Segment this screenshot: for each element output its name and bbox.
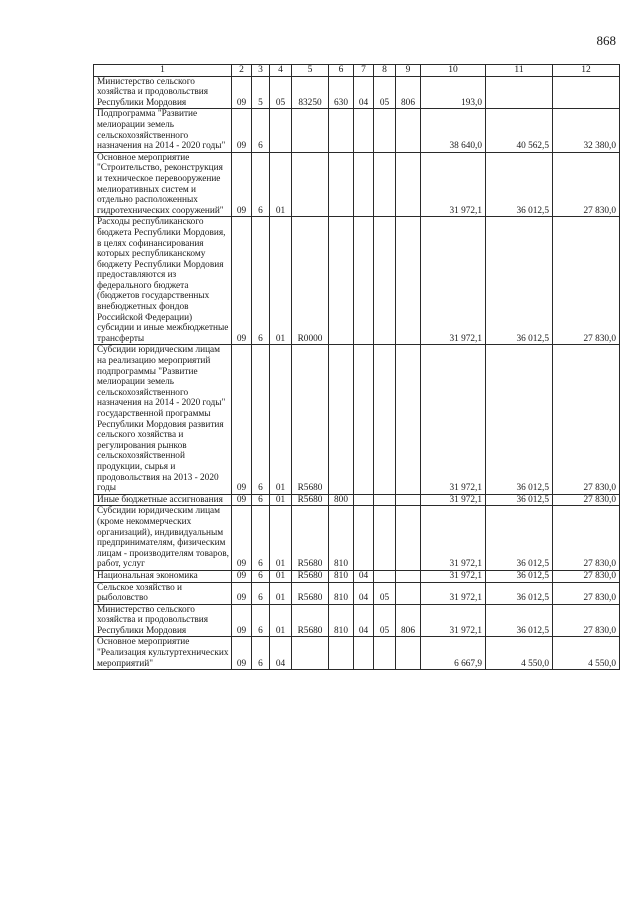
amount-cell: 36 012,5 [486,582,553,604]
table-row [94,76,620,109]
code-cell: 04 [354,582,374,604]
code-cell: 01 [270,345,292,494]
row-name-cell: Субсидии юридическим лицам (кроме некоммерческих организаций), индивидуальным предпринимателям, физическим лицам - производителям товаров, работ, услуг [94,506,232,571]
code-cell: R5680 [292,494,329,506]
code-cell: 810 [329,506,354,571]
row-name-cell: Субсидии юридическим лицам на реализацию мероприятий подпрограммы "Развитие мелиорации земель сельскохозяйственного назначения на 2014 - 2020 годы" государственной программы Республики Мордовия развития сельского хозяйства и регулирования рынков сельскохозяйственной продукции, сырья и продовольствия на 2013 - 2020 годы [94,345,232,494]
code-cell: 05 [374,582,396,604]
amount-cell: 193,0 [421,76,486,109]
table-row [94,582,620,604]
code-cell: 01 [270,494,292,506]
code-cell: 01 [270,582,292,604]
column-header: 5 [292,65,329,77]
code-cell: 05 [270,76,292,109]
amount-cell: 36 012,5 [486,345,553,494]
code-cell [374,637,396,670]
code-cell: 83250 [292,76,329,109]
code-cell: 09 [232,76,252,109]
code-cell [329,152,354,217]
code-cell: R5680 [292,604,329,637]
code-cell: 09 [232,345,252,494]
column-header: 11 [486,65,553,77]
code-cell: 09 [232,506,252,571]
code-cell [396,494,421,506]
column-header: 8 [374,65,396,77]
amount-cell: 31 972,1 [421,604,486,637]
code-cell [354,217,374,345]
code-cell: 09 [232,570,252,582]
code-cell: 5 [252,76,270,109]
column-header: 7 [354,65,374,77]
table-row [94,604,620,637]
code-cell: 04 [354,76,374,109]
column-header: 6 [329,65,354,77]
code-cell [329,637,354,670]
code-cell: 6 [252,637,270,670]
amount-cell: 31 972,1 [421,570,486,582]
code-cell: 806 [396,76,421,109]
code-cell: R0000 [292,217,329,345]
column-header: 10 [421,65,486,77]
code-cell [374,217,396,345]
amount-cell: 36 012,5 [486,152,553,217]
amount-cell: 36 012,5 [486,506,553,571]
code-cell [292,152,329,217]
code-cell [396,109,421,152]
code-cell [374,152,396,217]
amount-cell: 27 830,0 [553,152,620,217]
code-cell: R5680 [292,570,329,582]
table-row [94,217,620,345]
code-cell: 09 [232,637,252,670]
code-cell: 6 [252,217,270,345]
amount-cell: 31 972,1 [421,152,486,217]
code-cell: 04 [270,637,292,670]
amount-cell: 27 830,0 [553,345,620,494]
code-cell [374,570,396,582]
code-cell: R5680 [292,582,329,604]
code-cell: 01 [270,152,292,217]
code-cell: 09 [232,217,252,345]
row-name-cell: Основное мероприятие "Строительство, реконструкция и техническое перевооружение мелиоративных систем и отдельно расположенных гидротехнических сооружений" [94,152,232,217]
row-name-cell: Иные бюджетные ассигнования [94,494,232,506]
code-cell: 6 [252,152,270,217]
row-name-cell: Подпрограмма "Развитие мелиорации земель сельскохозяйственного назначения на 2014 - 2020 годы" [94,109,232,152]
column-header: 3 [252,65,270,77]
row-name-cell: Министерство сельского хозяйства и продовольствия Республики Мордовия [94,604,232,637]
amount-cell: 27 830,0 [553,604,620,637]
code-cell [396,217,421,345]
amount-cell: 31 972,1 [421,345,486,494]
row-name-cell: Министерство сельского хозяйства и продовольствия Республики Мордовия [94,76,232,109]
code-cell: 04 [354,570,374,582]
row-name-cell: Сельское хозяйство и рыболовство [94,582,232,604]
code-cell: 09 [232,109,252,152]
code-cell: 01 [270,217,292,345]
amount-cell: 38 640,0 [421,109,486,152]
page-number: 868 [596,33,616,48]
column-header: 4 [270,65,292,77]
amount-cell: 31 972,1 [421,582,486,604]
row-name-cell: Основное мероприятие "Реализация культуртехнических мероприятий" [94,637,232,670]
code-cell: 810 [329,570,354,582]
budget-table [93,64,620,670]
code-cell: 6 [252,506,270,571]
code-cell [396,582,421,604]
code-cell: R5680 [292,506,329,571]
amount-cell: 32 380,0 [553,109,620,152]
code-cell [354,109,374,152]
code-cell: 6 [252,494,270,506]
code-cell [329,345,354,494]
code-cell: 6 [252,582,270,604]
code-cell: 630 [329,76,354,109]
code-cell [329,109,354,152]
amount-cell [553,76,620,109]
code-cell: 09 [232,494,252,506]
amount-cell: 31 972,1 [421,506,486,571]
code-cell [374,345,396,494]
code-cell: 810 [329,604,354,637]
table-row [94,506,620,571]
code-cell: 810 [329,582,354,604]
amount-cell: 6 667,9 [421,637,486,670]
code-cell [396,345,421,494]
amount-cell: 4 550,0 [486,637,553,670]
table-row [94,152,620,217]
code-cell: 05 [374,604,396,637]
code-cell [374,109,396,152]
amount-cell: 40 562,5 [486,109,553,152]
table-row [94,637,620,670]
code-cell: 01 [270,604,292,637]
code-cell [396,506,421,571]
amount-cell: 36 012,5 [486,217,553,345]
column-header: 9 [396,65,421,77]
code-cell: 6 [252,570,270,582]
table-row [94,345,620,494]
column-header: 1 [94,65,232,77]
code-cell: 09 [232,582,252,604]
code-cell [292,109,329,152]
code-cell: 800 [329,494,354,506]
column-header: 2 [232,65,252,77]
amount-cell [486,76,553,109]
code-cell: R5680 [292,345,329,494]
amount-cell: 27 830,0 [553,582,620,604]
code-cell: 6 [252,604,270,637]
column-header-row [94,65,620,77]
code-cell [354,637,374,670]
amount-cell: 36 012,5 [486,494,553,506]
code-cell [374,506,396,571]
amount-cell: 31 972,1 [421,217,486,345]
code-cell [292,637,329,670]
amount-cell: 27 830,0 [553,506,620,571]
row-name-cell: Национальная экономика [94,570,232,582]
code-cell: 6 [252,345,270,494]
code-cell [354,506,374,571]
code-cell: 09 [232,604,252,637]
amount-cell: 27 830,0 [553,570,620,582]
code-cell [374,494,396,506]
row-name-cell: Расходы республиканского бюджета Республики Мордовия, в целях софинансирования которых республиканскому бюджету Республики Мордовия предоставляются из федерального бюджета (бюджетов государственных внебюджетных фондов Российской Федерации) субсидии и иные межбюджетные трансферты [94,217,232,345]
table-row [94,494,620,506]
table-row [94,109,620,152]
code-cell [354,152,374,217]
code-cell: 01 [270,570,292,582]
code-cell: 01 [270,506,292,571]
amount-cell: 36 012,5 [486,604,553,637]
code-cell [354,494,374,506]
code-cell [329,217,354,345]
code-cell: 6 [252,109,270,152]
code-cell [354,345,374,494]
code-cell [396,570,421,582]
code-cell [396,637,421,670]
code-cell [396,152,421,217]
amount-cell: 27 830,0 [553,217,620,345]
column-header: 12 [553,65,620,77]
code-cell [270,109,292,152]
code-cell: 04 [354,604,374,637]
code-cell: 806 [396,604,421,637]
amount-cell: 36 012,5 [486,570,553,582]
table-row [94,570,620,582]
amount-cell: 4 550,0 [553,637,620,670]
code-cell: 09 [232,152,252,217]
code-cell: 05 [374,76,396,109]
amount-cell: 31 972,1 [421,494,486,506]
amount-cell: 27 830,0 [553,494,620,506]
